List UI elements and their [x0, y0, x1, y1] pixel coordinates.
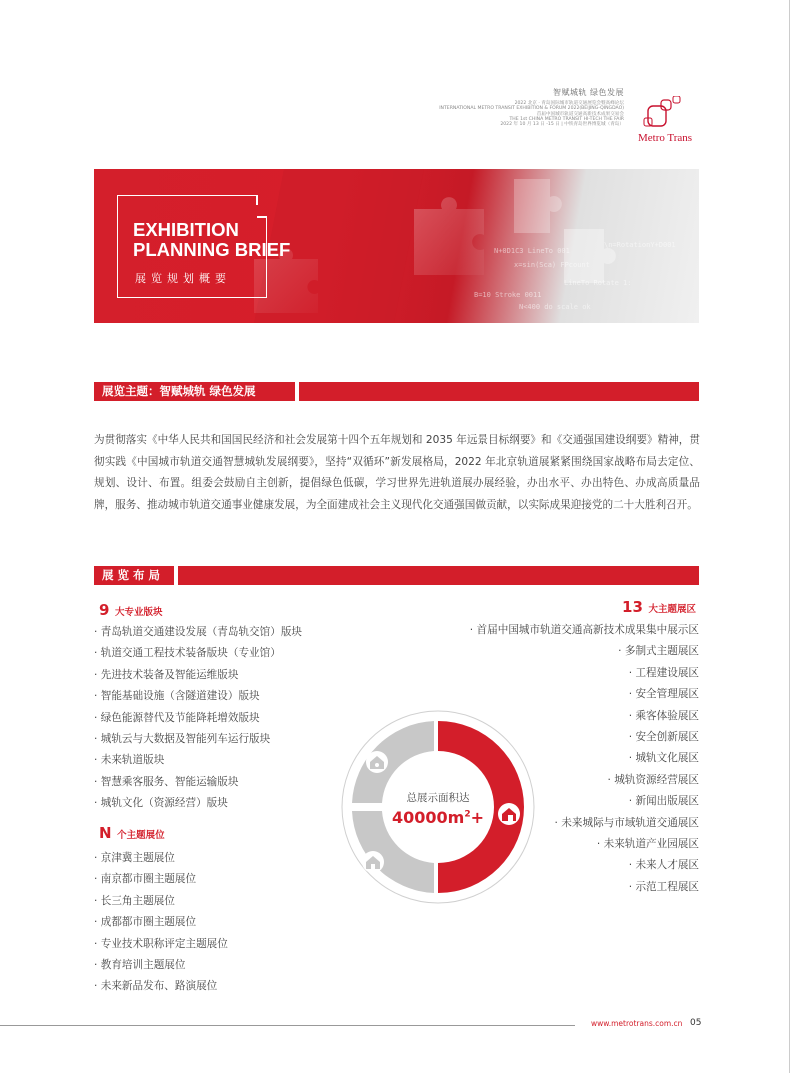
list-item: · 先进技术装备及智能运维版块 — [94, 668, 239, 681]
theme-section-bar — [94, 382, 699, 401]
heading-label: 大主题展区 — [648, 604, 696, 615]
page-number: 05 — [690, 1018, 702, 1028]
heading-count: N — [99, 824, 112, 842]
header-line: 2022 年 10 月 13 日 -15 日 | 中铁青岛世界博览城（青岛） — [500, 122, 624, 128]
theme-booths-heading — [99, 823, 165, 842]
footer-url[interactable]: www.metrotrans.com.cn — [591, 1019, 683, 1028]
section-bar-tail — [299, 382, 699, 401]
header-line: 2022 北京 · 青岛国际城市轨道交通展览会暨高峰论坛 — [514, 101, 624, 106]
logo-text: Metro Trans — [638, 132, 693, 144]
header-line: 首届中国城市轨道交通高新技术成果交易会 — [536, 111, 624, 117]
ring-value-unit-sup: 2 — [464, 809, 471, 820]
metro-trans-logo — [634, 96, 712, 146]
ring-label: 总展示面积达 — [406, 792, 470, 804]
list-item: · 安全创新展区 — [628, 730, 699, 743]
building-doc-icon — [498, 803, 520, 825]
banner-subtitle: 展览规划概要 — [135, 272, 231, 285]
banner-code-text: LineTo Rotate 1: — [564, 279, 632, 287]
exhibition-area-ring — [338, 707, 538, 907]
banner-code-text: \n=RotationY+D001 — [604, 241, 676, 249]
banner-code-text: B=10 Stroke 0011 — [474, 291, 542, 299]
building-gear-icon — [366, 751, 388, 773]
banner-title-line: EXHIBITION — [133, 219, 239, 240]
layout-section-bar — [94, 566, 699, 585]
list-item: · 示范工程展区 — [628, 880, 699, 893]
ring-value — [378, 808, 498, 827]
list-item: · 未来人才展区 — [628, 859, 699, 872]
list-item: · 成都都市圈主题展位 — [94, 916, 197, 929]
layout-section-heading: 展 览 布 局 — [94, 566, 174, 585]
header-info — [439, 101, 624, 127]
list-item: · 智慧乘客服务、智能运输版块 — [94, 775, 239, 788]
logo-mark-icon — [634, 96, 712, 136]
list-item: · 未来城际与市域轨道交通展区 — [554, 816, 699, 829]
list-item: · 未来新品发布、路演展位 — [94, 980, 218, 993]
list-item: · 乘客体验展区 — [628, 709, 699, 722]
heading-label: 个主题展位 — [117, 830, 165, 841]
list-item: · 城轨云与大数据及智能列车运行版块 — [94, 732, 271, 745]
professional-sections-heading — [99, 600, 163, 619]
header-line: THE 1st CHINA METRO TRANSIT HI-TECH THE FAIR — [509, 116, 624, 122]
banner-code-text: N<400 do scale ok — [519, 303, 591, 311]
list-item: · 绿色能源替代及节能降耗增效版块 — [94, 711, 260, 724]
list-item: · 青岛轨道交通建设发展（青岛轨交馆）版块 — [94, 626, 303, 638]
list-item: · 教育培训主题展位 — [94, 958, 186, 971]
ring-value-number: 40000m — [391, 808, 465, 827]
list-item: · 专业技术职称评定主题展位 — [94, 937, 228, 950]
heading-count: 9 — [99, 601, 110, 619]
list-item: · 新闻出版展区 — [628, 795, 699, 808]
list-item: · 工程建设展区 — [628, 666, 699, 679]
list-item: · 京津冀主题展位 — [94, 852, 175, 864]
list-item: · 未来轨道版块 — [94, 754, 165, 767]
footer-divider — [0, 1025, 575, 1026]
banner-code-text: N+0D1C3 LineTo 001 — [494, 247, 570, 255]
list-item: · 城轨资源经营展区 — [607, 773, 699, 786]
list-item: · 安全管理展区 — [628, 688, 699, 701]
professional-sections-list — [94, 622, 302, 815]
page-edge-divider — [789, 0, 790, 1073]
list-item: · 多制式主题展区 — [618, 645, 699, 658]
banner-title-line: PLANNING BRIEF — [133, 239, 291, 261]
list-item: · 轨道交通工程技术装备版块（专业馆） — [94, 647, 281, 660]
heading-count: 13 — [622, 598, 643, 616]
list-item: · 智能基础设施（含隧道建设）版块 — [94, 690, 260, 703]
theme-zones-heading — [622, 597, 696, 616]
heading-label: 大专业版块 — [115, 607, 163, 618]
header-slogan: 智赋城轨 绿色发展 — [552, 88, 624, 97]
theme-section-heading: 展览主题：智赋城轨 绿色发展 — [94, 382, 295, 401]
list-item: · 城轨文化展区 — [628, 752, 699, 765]
banner-title — [133, 220, 290, 261]
theme-booths-list — [94, 848, 228, 998]
list-item: · 城轨文化（资源经营）版块 — [94, 797, 228, 810]
banner-code-text: x=sin(Sca) FPcount — [514, 261, 590, 269]
house-icon — [362, 851, 384, 873]
ring-value-suffix: + — [470, 808, 484, 827]
list-item: · 首届中国城市轨道交通高新技术成果集中展示区 — [469, 624, 699, 636]
list-item: · 南京都市圈主题展位 — [94, 873, 197, 886]
list-item: · 长三角主题展位 — [94, 894, 175, 907]
section-bar-tail — [178, 566, 699, 585]
theme-paragraph: 为贯彻落实《中华人民共和国国民经济和社会发展第十四个五年规划和 2035 年远景目标纲要》和《交通强国建设纲要》精神，贯彻实践《中国城市轨道交通智慧城轨发展纲要》，坚持“双循环”新发展格局，2022 年北京轨道展紧紧围绕国家战略布局去定位、规划、设计、布置。组委会鼓励自主创新，提倡绿色低碳，学习世界先进轨道展办展经验，办出水平、办出特色、办成高质量品牌，服务、推动城市轨道交通事业健康发展，为全面建成社会主义现代化交通强国做贡献，以实际成果迎接党的二十大胜利召开。 — [94, 434, 700, 511]
list-item: · 未来轨道产业园展区 — [596, 837, 699, 850]
header-line: INTERNATIONAL METRO TRANSIT EXHIBITION & FORUM 2022(BEIJING-QINGDAO) — [439, 106, 624, 112]
